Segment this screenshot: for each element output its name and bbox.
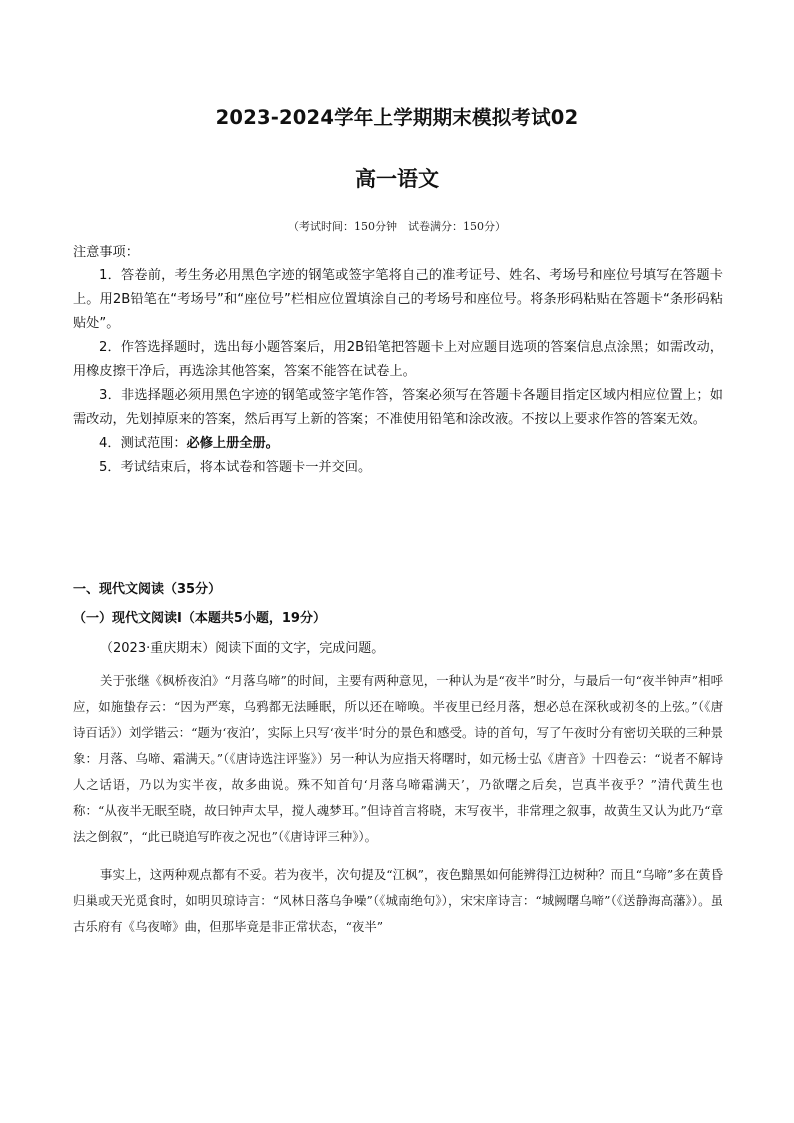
- exam-title: 2023-2024学年上学期期末模拟考试02: [215, 106, 579, 129]
- notice-item-3: 3．非选择题必须用黑色字迹的钢笔或签字笔作答，答案必须写在答题卡各题目指定区域内相应位置上；如需改动，先划掉原来的答案，然后再写上新的答案；不准使用铅笔和涂改液。不按以上要求作答的答案无效。: [73, 388, 723, 427]
- notice-item-1: 1．答卷前，考生务必用黑色字迹的钢笔或签字笔将自己的准考证号、姓名、考场号和座位号填写在答题卡上。用2B铅笔在“考场号”和“座位号”栏相应位置填涂自己的考场号和座位号。将条形码粘贴在答题卡“条形码粘贴处”。: [73, 268, 723, 331]
- notice-heading: 注意事项：: [73, 245, 139, 260]
- notice-item-4: [73, 432, 723, 456]
- exam-time-info: （考试时间：150分钟 试卷满分：150分）: [288, 220, 506, 233]
- section-heading: 一、现代文阅读（35分）: [73, 582, 222, 597]
- reading-passage: [73, 668, 723, 952]
- notice-item-2: 2．作答选择题时，选出每小题答案后，用2B铅笔把答题卡上对应题目选项的答案信息点涂黑；如需改动，用橡皮擦干净后，再选涂其他答案，答案不能答在试卷上。: [73, 340, 723, 379]
- passage-paragraph-2: 事实上，这两种观点都有不妥。若为夜半，次句提及“江枫”，夜色黯黑如何能辨得江边树种？而且“乌啼”多在黄昏归巢或天光觅食时，如明贝琼诗言：“风林日落乌争噪”（《城南绝句》），宋宋庠诗言：“城阙曙乌啼”（《送静海高藩》）。虽古乐府有《乌夜啼》曲，但那毕竟是非正常状态，“夜半”: [73, 867, 723, 934]
- subject-title: 高一语文: [355, 167, 439, 191]
- notice-block: [73, 242, 723, 480]
- notice-item-5: 5．考试结束后，将本试卷和答题卡一并交回。: [99, 460, 372, 475]
- subsection-heading: （一）现代文阅读Ⅰ（本题共5小题，19分）: [73, 611, 326, 626]
- scope-label: 4．测试范围：: [99, 436, 187, 451]
- reading-instruction: （2023·重庆期末）阅读下面的文字，完成问题。: [100, 641, 385, 656]
- passage-paragraph-1: 关于张继《枫桥夜泊》“月落乌啼”的时间，主要有两种意见，一种认为是“夜半”时分，与最后一句“夜半钟声”相呼应，如施蛰存云：“因为严寒，乌鸦都无法睡眠，所以还在啼唤。半夜里已经月落，想必总在深秋或初冬的上弦。”（《唐诗百话》）刘学锴云：“题为‘夜泊’，实际上只写‘夜半’时分的景色和感受。诗的首句，写了午夜时分有密切关联的三种景象：月落、乌啼、霜满天。”（《唐诗选注评鉴》）另一种认为应指天将曙时，如元杨士弘《唐音》十四卷云：“说者不解诗人之话语，乃以为实半夜，故多曲说。殊不知首句‘月落乌啼霜满天’，乃欲曙之后矣，岂真半夜乎？”清代黄生也称：“从夜半无眠至晓，故曰钟声太早，搅人魂梦耳。”但诗首言将晓，末写夜半，非常理之叙事，故黄生又认为此乃“章法之倒叙”，“此已晓追写昨夜之况也”（《唐诗评三种》）。: [73, 673, 723, 844]
- scope-value: 必修上册全册。: [186, 436, 279, 451]
